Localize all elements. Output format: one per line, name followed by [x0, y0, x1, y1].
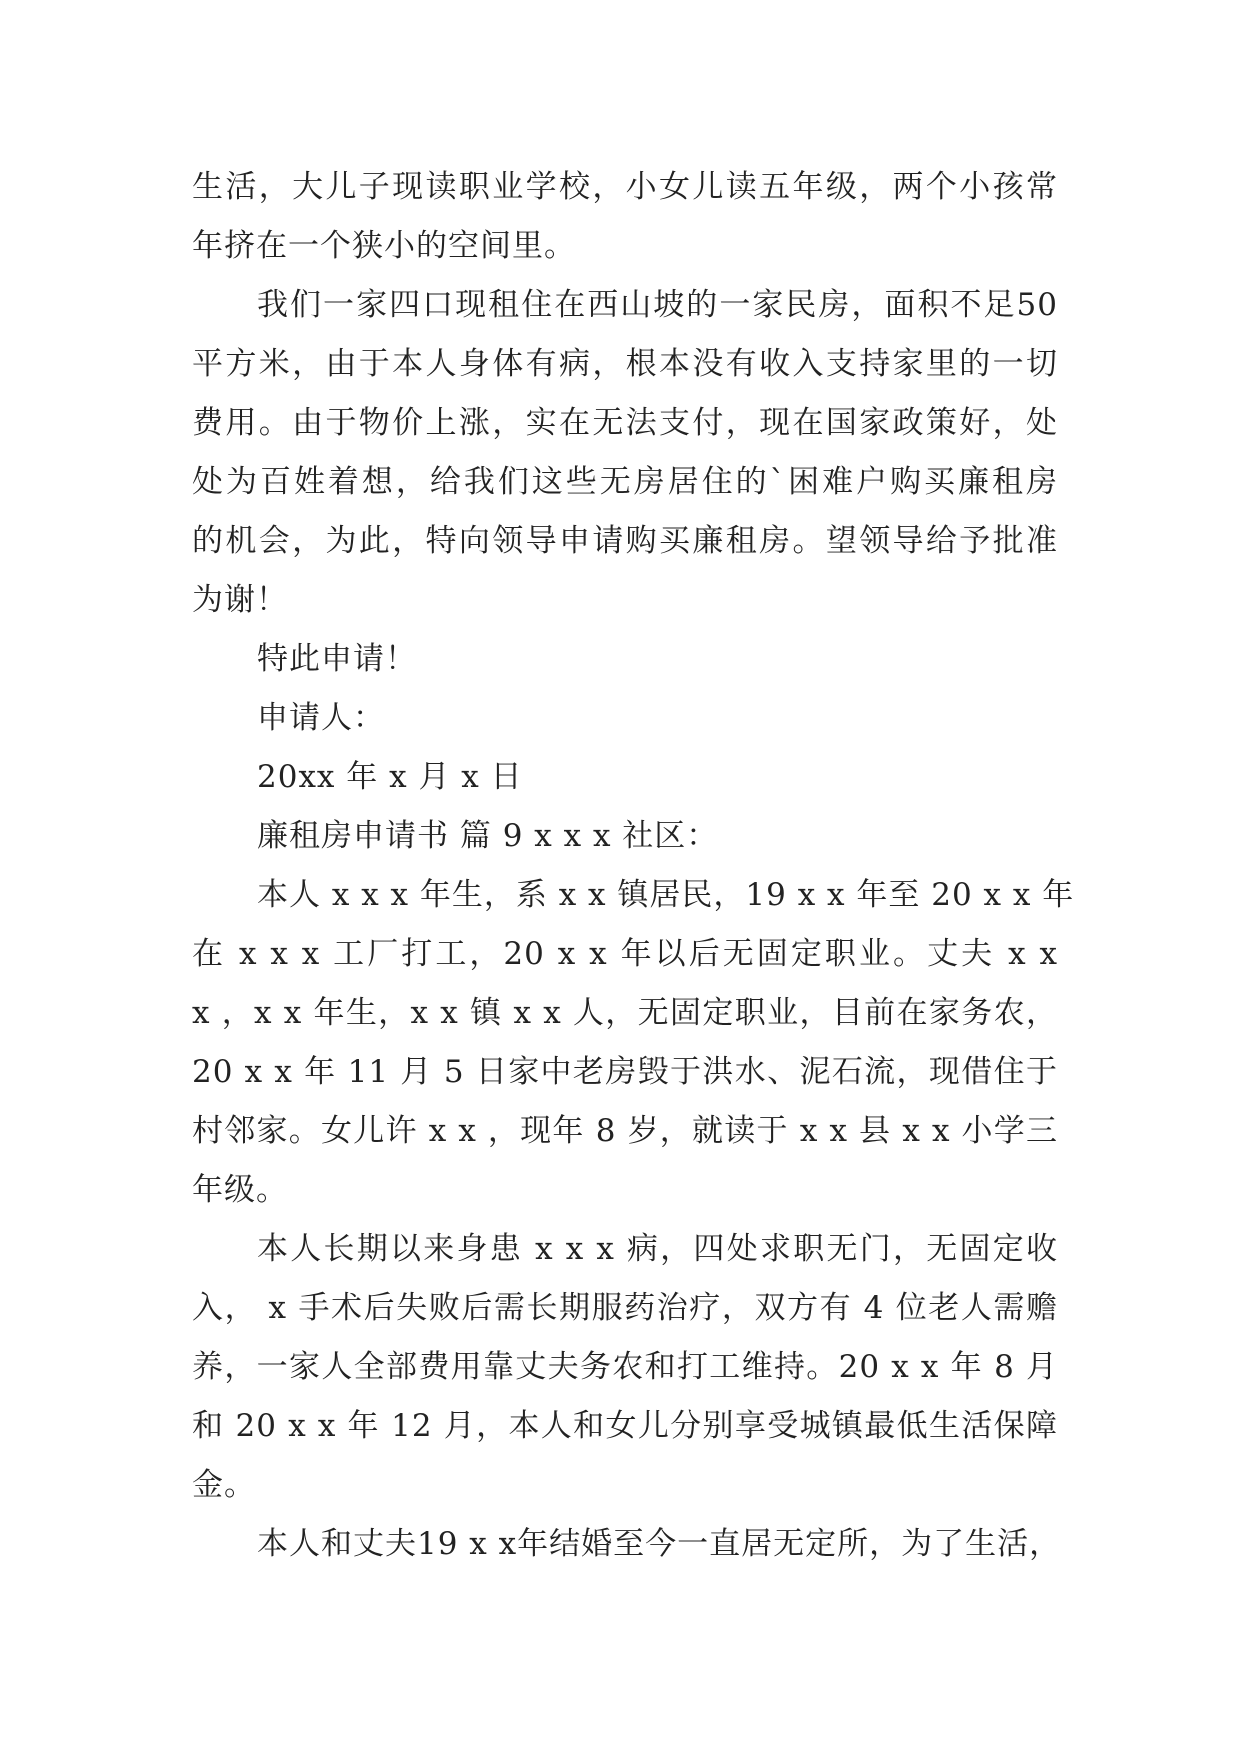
text-line: 的机会，为此，特向领导申请购买廉租房。望领导给予批准: [192, 523, 1058, 559]
text-line: 金。: [192, 1467, 256, 1503]
text-line: 平方米，由于本人身体有病，根本没有收入支持家里的一切: [192, 346, 1058, 382]
text-line: 年挤在一个狭小的空间里。: [192, 228, 576, 264]
text-line: 养，一家人全部费用靠丈夫务农和打工维持。20 x x 年 8 月: [192, 1349, 1058, 1385]
text-line: 本人长期以来身患 x x x 病，四处求职无门，无固定收: [257, 1231, 1058, 1267]
text-line: 处为百姓着想，给我们这些无房居住的`困难户购买廉租房: [192, 464, 1058, 500]
date-line: 20xx 年 x 月 x 日: [257, 759, 523, 795]
text-line: 20 x x 年 11 月 5 日家中老房毁于洪水、泥石流，现借住于: [192, 1054, 1058, 1090]
document-body: [192, 158, 1075, 1574]
text-line: 入， x 手术后失败后需长期服药治疗，双方有 4 位老人需赡: [192, 1290, 1058, 1326]
text-line: 生活，大儿子现读职业学校，小女儿读五年级，两个小孩常: [192, 169, 1058, 205]
text-line: 我们一家四口现租住在西山坡的一家民房，面积不足50: [257, 287, 1058, 323]
text-line: 村邻家。女儿许 x x ，现年 8 岁，就读于 x x 县 x x 小学三: [192, 1113, 1058, 1149]
text-line: 费用。由于物价上涨，实在无法支付，现在国家政策好，处: [192, 405, 1058, 441]
text-line: x ，x x 年生，x x 镇 x x 人，无固定职业，目前在家务农，: [192, 995, 1058, 1031]
text-line: 本人和丈夫19 x x年结婚至今一直居无定所，为了生活，: [257, 1526, 1062, 1562]
text-line: 年级。: [192, 1172, 288, 1208]
applicant-line: 申请人：: [257, 700, 385, 736]
text-line: 在 x x x 工厂打工，20 x x 年以后无固定职业。丈夫 x x: [192, 936, 1058, 972]
text-line: 和 20 x x 年 12 月，本人和女儿分别享受城镇最低生活保障: [192, 1408, 1058, 1444]
closing-line: 特此申请！: [257, 641, 417, 677]
section-heading-line: 廉租房申请书 篇 9 x x x 社区：: [257, 818, 719, 854]
text-line: 本人 x x x 年生，系 x x 镇居民，19 x x 年至 20 x x 年: [257, 877, 1075, 913]
text-line: 为谢！: [192, 582, 288, 618]
